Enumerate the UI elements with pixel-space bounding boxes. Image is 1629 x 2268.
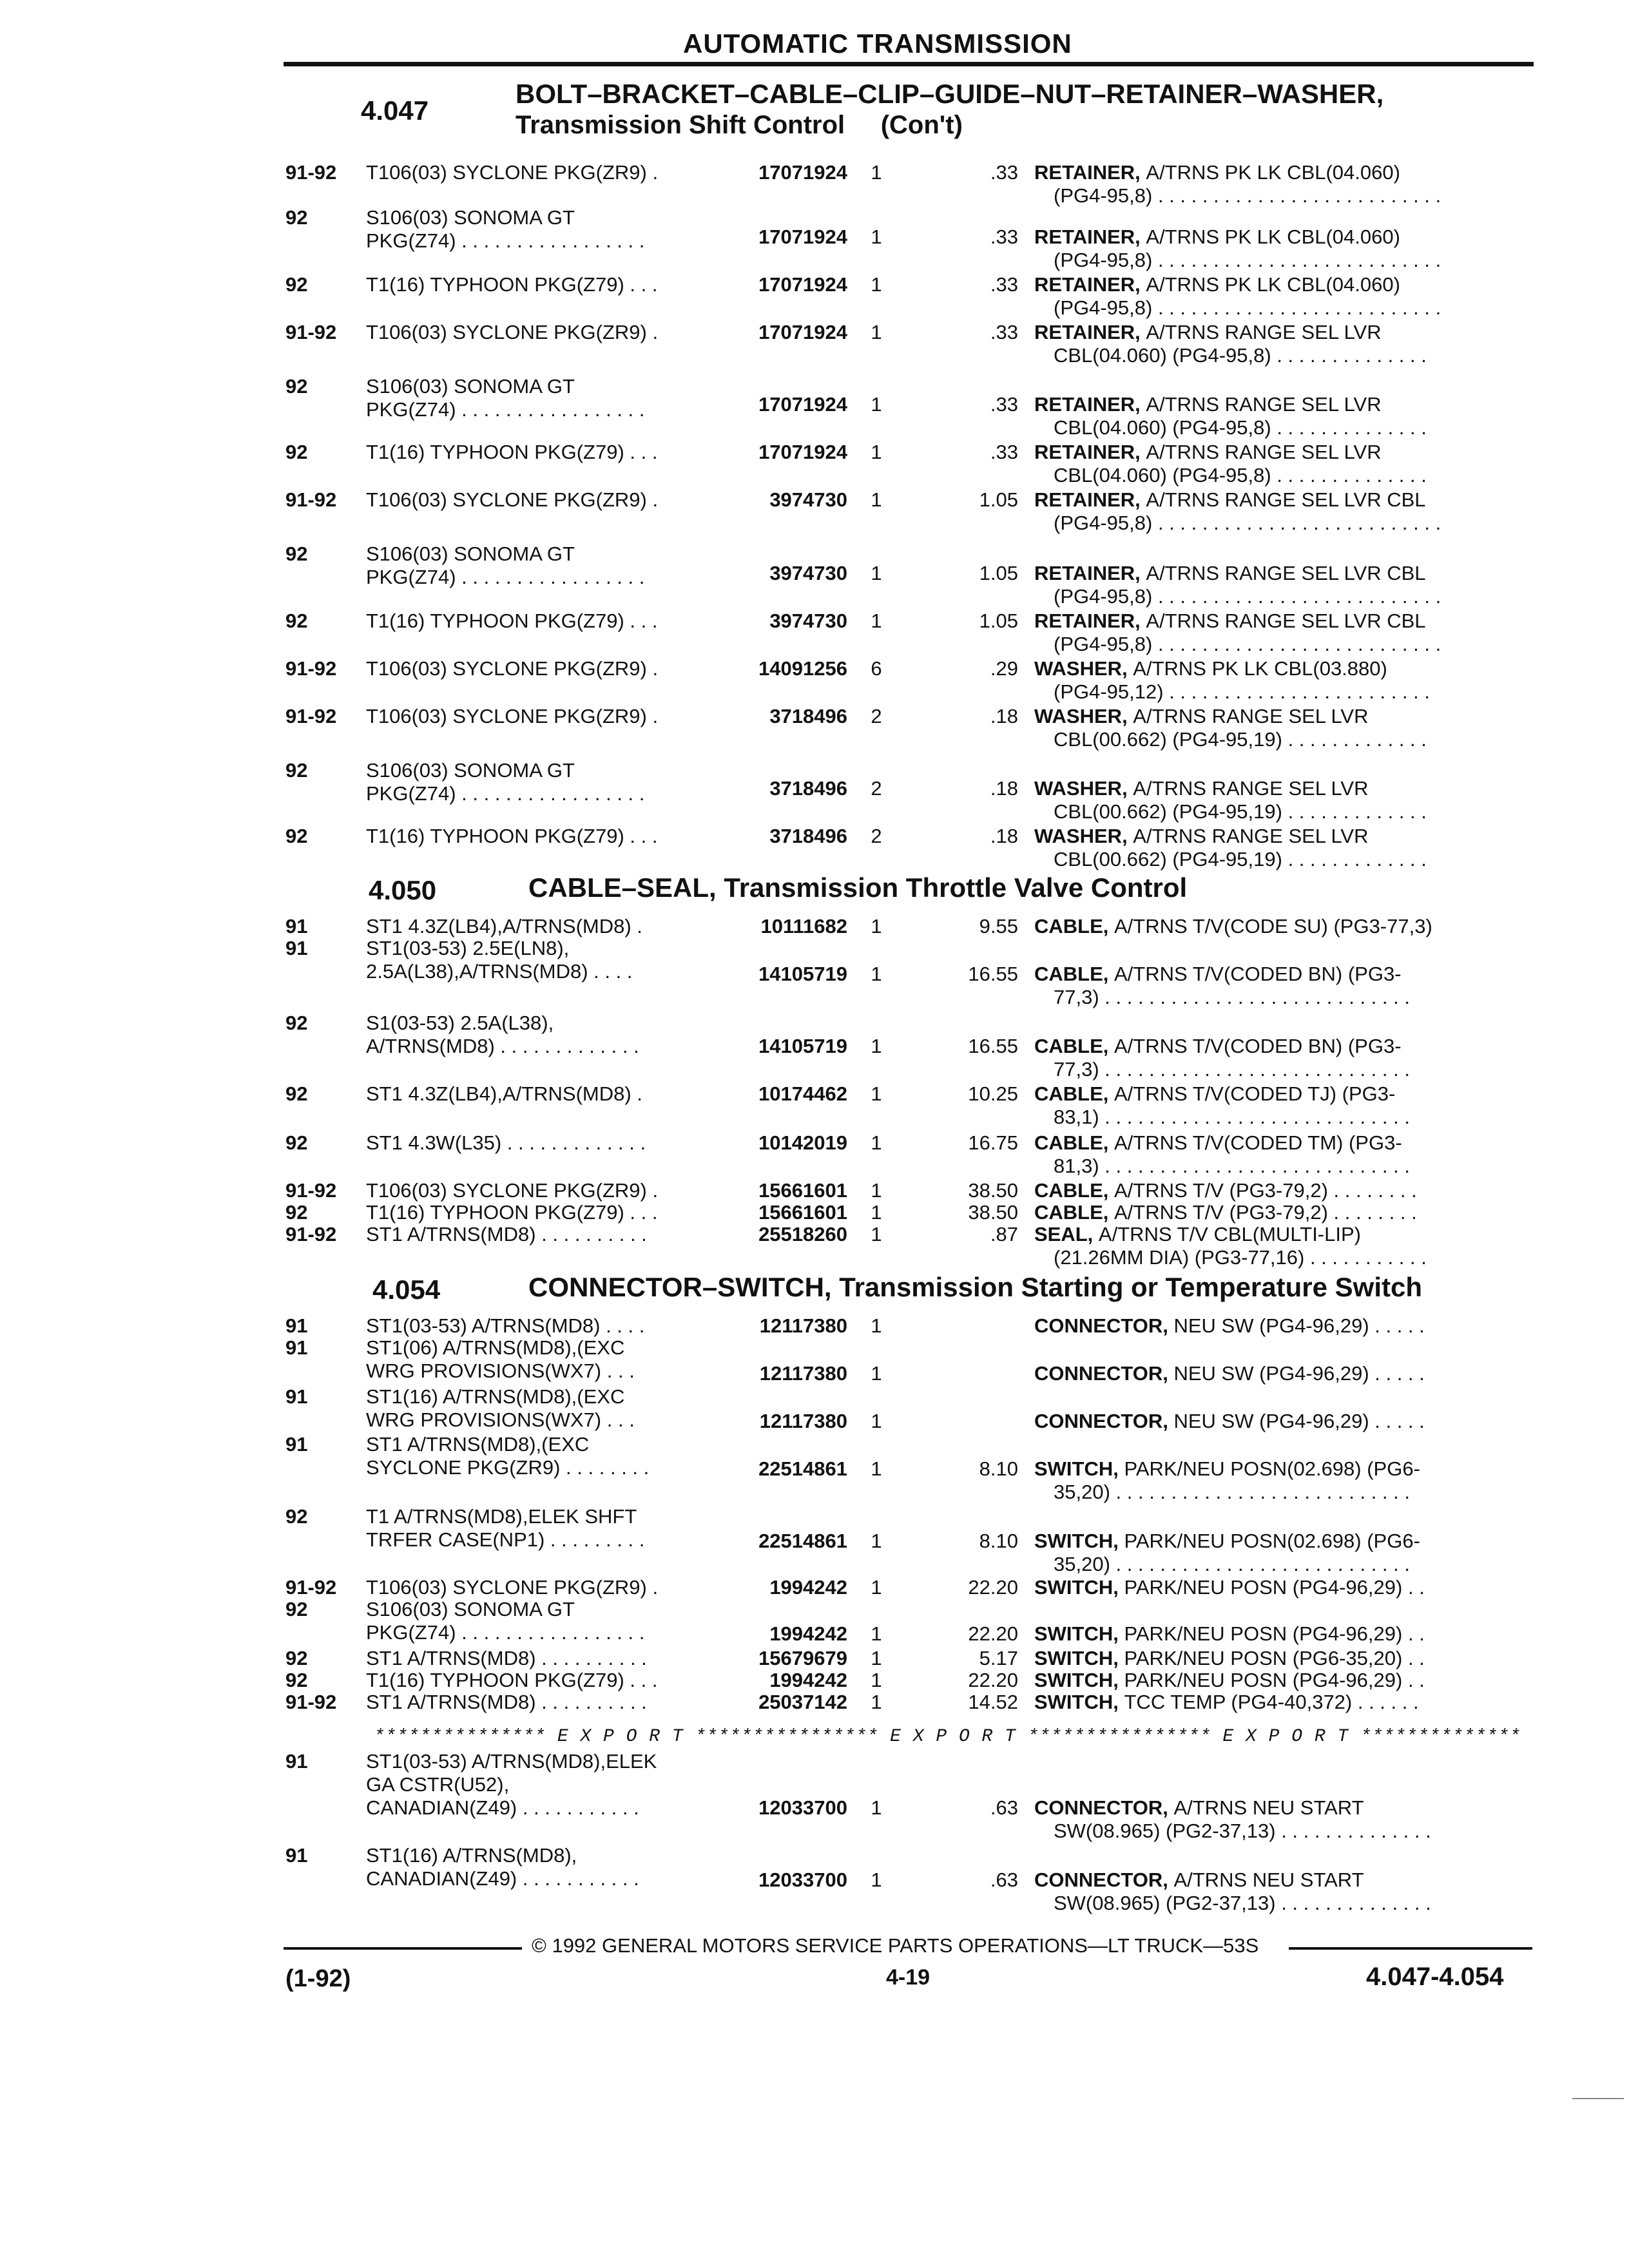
table-row-part-number: 25037142 [758, 1691, 847, 1713]
footer-rule-right [1289, 1947, 1532, 1950]
table-row-year: 91-92 [285, 161, 337, 184]
table-row-description-line: 81,3) . . . . . . . . . . . . . . . . . . . . . . . . . . . . [1054, 1155, 1410, 1177]
table-row-year: 91-92 [285, 321, 337, 343]
table-row-part-number: 10111682 [760, 915, 847, 937]
table-row-description-line: CBL(04.060) (PG4-95,8) . . . . . . . . . . . . . . [1054, 416, 1427, 439]
table-row-price: 8.10 [979, 1457, 1018, 1480]
table-row-description-head: CONNECTOR, [1034, 1362, 1174, 1385]
table-row-description-head: CABLE, [1034, 1082, 1114, 1105]
table-row-description-head: RETAINER, [1034, 562, 1146, 584]
export-divider: *************** E X P O R T **************** E X P O R T **************** E X P O R T ************** [374, 1727, 1521, 1747]
table-row-model-line: SYCLONE PKG(ZR9) . . . . . . . . [366, 1456, 650, 1479]
table-row-year: 92 [285, 1669, 308, 1691]
table-row-model-line: ST1 4.3W(L35) . . . . . . . . . . . . . [366, 1131, 646, 1154]
section-title: CONNECTOR–SWITCH, Transmission Starting or Temperature Switch [528, 1272, 1423, 1302]
table-row-year: 92 [285, 1012, 308, 1034]
table-row-description-line: (PG4-95,8) . . . . . . . . . . . . . . . . . . . . . . . . . . [1054, 296, 1441, 319]
table-row-model-line: PKG(Z74) . . . . . . . . . . . . . . . . . [366, 782, 645, 805]
table-row-part-number: 12117380 [759, 1410, 847, 1432]
table-row-model-line: PKG(Z74) . . . . . . . . . . . . . . . . . [366, 1621, 645, 1644]
table-row-year: 92 [285, 1505, 308, 1528]
export-row-description-line: CONNECTOR, A/TRNS NEU START [1034, 1796, 1364, 1819]
table-row-year: 91 [285, 915, 308, 937]
table-row-quantity: 1 [871, 1082, 882, 1105]
table-row-price: 8.10 [979, 1530, 1018, 1552]
table-row-description-head: WASHER, [1034, 825, 1133, 847]
table-row-description-line: (PG4-95,8) . . . . . . . . . . . . . . . . . . . . . . . . . . [1054, 184, 1441, 207]
table-row-description-line: CONNECTOR, NEU SW (PG4-96,29) . . . . . [1034, 1314, 1425, 1337]
table-row-year: 91 [285, 1314, 308, 1337]
table-row-model-line: PKG(Z74) . . . . . . . . . . . . . . . . . [366, 229, 645, 252]
export-row-model-line: ST1(16) A/TRNS(MD8), [366, 1844, 577, 1867]
table-row-model-line: T1(16) TYPHOON PKG(Z79) . . . [366, 273, 658, 296]
table-row-description-line: CABLE, A/TRNS T/V (PG3-79,2) . . . . . . . . [1034, 1179, 1417, 1202]
table-row-description-head: SWITCH, [1034, 1457, 1124, 1480]
section-title: BOLT–BRACKET–CABLE–CLIP–GUIDE–NUT–RETAINER–WASHER, [516, 79, 1384, 109]
table-row-price: 22.20 [968, 1576, 1018, 1599]
table-row-price: 1.05 [979, 562, 1018, 584]
table-row-description-line: SWITCH, PARK/NEU POSN (PG4-96,29) . . [1034, 1669, 1425, 1691]
table-row-part-number: 3974730 [769, 488, 847, 511]
table-row-price: 16.75 [968, 1131, 1018, 1154]
table-row-quantity: 1 [871, 562, 882, 584]
table-row-price: 22.20 [968, 1669, 1018, 1691]
table-row-part-number: 3718496 [769, 705, 847, 727]
table-row-description-line: WASHER, A/TRNS RANGE SEL LVR [1034, 825, 1369, 847]
table-row-model-line: T106(03) SYCLONE PKG(ZR9) . [366, 1576, 659, 1599]
table-row-description-head: SWITCH, [1034, 1530, 1124, 1552]
table-row-quantity: 1 [871, 1622, 882, 1645]
table-row-description-line: 77,3) . . . . . . . . . . . . . . . . . . . . . . . . . . . . [1054, 1058, 1410, 1081]
table-row-model-line: ST1 4.3Z(LB4),A/TRNS(MD8) . [366, 1082, 642, 1105]
table-row-model-line: ST1 4.3Z(LB4),A/TRNS(MD8) . [366, 915, 642, 937]
table-row-model-line: 2.5A(L38),A/TRNS(MD8) . . . . [366, 960, 633, 983]
table-row-description-head: CONNECTOR, [1034, 1314, 1174, 1337]
table-row-part-number: 3974730 [769, 562, 847, 584]
table-row-description-line: RETAINER, A/TRNS RANGE SEL LVR CBL [1034, 488, 1426, 511]
table-row-model-line: T1(16) TYPHOON PKG(Z79) . . . [366, 1201, 658, 1224]
table-row-description-head: RETAINER, [1034, 393, 1146, 416]
table-row-part-number: 14105719 [758, 963, 847, 985]
table-row-quantity: 1 [871, 226, 882, 248]
table-row-quantity: 1 [871, 963, 882, 985]
table-row-model-line: WRG PROVISIONS(WX7) . . . [366, 1360, 635, 1382]
running-head: AUTOMATIC TRANSMISSION [683, 28, 1072, 59]
table-row-price: 10.25 [968, 1082, 1018, 1105]
table-row-description-line: CBL(04.060) (PG4-95,8) . . . . . . . . . . . . . . [1054, 344, 1427, 367]
table-row-price: .33 [990, 441, 1018, 463]
export-row-description-line: SW(08.965) (PG2-37,13) . . . . . . . . . . . . . . [1054, 1892, 1431, 1914]
table-row-model-line: S106(03) SONOMA GT [366, 1598, 575, 1620]
table-row-quantity: 1 [871, 393, 882, 416]
table-row-quantity: 1 [871, 161, 882, 184]
table-row-model-line: PKG(Z74) . . . . . . . . . . . . . . . . . [366, 398, 645, 421]
table-row-description-line: WASHER, A/TRNS RANGE SEL LVR [1034, 777, 1369, 800]
export-row-price: .63 [990, 1869, 1018, 1891]
table-row-description-line: RETAINER, A/TRNS RANGE SEL LVR [1034, 441, 1382, 463]
table-row-description-head: SWITCH, [1034, 1576, 1124, 1599]
table-row-model-line: TRFER CASE(NP1) . . . . . . . . . [366, 1528, 645, 1551]
export-row-description-line: CONNECTOR, A/TRNS NEU START [1034, 1869, 1364, 1891]
table-row-model-line: T106(03) SYCLONE PKG(ZR9) . [366, 488, 659, 511]
table-row-description-line: CBL(00.662) (PG4-95,19) . . . . . . . . . . . . . [1054, 848, 1427, 870]
table-row-model-line: S106(03) SONOMA GT [366, 206, 575, 229]
export-row-model-line: ST1(03-53) A/TRNS(MD8),ELEK [366, 1750, 657, 1773]
section-number: 4.047 [361, 95, 429, 126]
table-row-description-line: (PG4-95,8) . . . . . . . . . . . . . . . . . . . . . . . . . . [1054, 633, 1441, 655]
table-row-model-line: T106(03) SYCLONE PKG(ZR9) . [366, 321, 659, 343]
export-row-description-head: CONNECTOR, [1034, 1869, 1174, 1891]
table-row-quantity: 2 [871, 825, 882, 847]
table-row-year: 92 [285, 273, 308, 296]
table-row-quantity: 1 [871, 1647, 882, 1669]
table-row-quantity: 1 [871, 1457, 882, 1480]
table-row-price: .33 [990, 273, 1018, 296]
table-row-price: 38.50 [968, 1201, 1018, 1224]
table-row-year: 92 [285, 1598, 308, 1620]
table-row-description-line: CONNECTOR, NEU SW (PG4-96,29) . . . . . [1034, 1362, 1425, 1385]
table-row-price: 5.17 [979, 1647, 1018, 1669]
table-row-year: 91 [285, 1433, 308, 1456]
table-row-model-line: S106(03) SONOMA GT [366, 543, 575, 565]
table-row-model-line: ST1(03-53) A/TRNS(MD8) . . . . [366, 1314, 645, 1337]
table-row-quantity: 1 [871, 273, 882, 296]
table-row-quantity: 1 [871, 610, 882, 632]
footer-rule-left [284, 1947, 522, 1950]
table-row-price: .33 [990, 393, 1018, 416]
table-row-description-line: SWITCH, TCC TEMP (PG4-40,372) . . . . . . [1034, 1691, 1419, 1713]
table-row-part-number: 1994242 [769, 1622, 847, 1645]
table-row-quantity: 1 [871, 1362, 882, 1385]
table-row-description-line: 35,20) . . . . . . . . . . . . . . . . . . . . . . . . . . . [1054, 1553, 1410, 1575]
table-row-model-line: ST1 A/TRNS(MD8),(EXC [366, 1433, 590, 1456]
table-row-year: 91 [285, 1385, 308, 1408]
table-row-description-line: CONNECTOR, NEU SW (PG4-96,29) . . . . . [1034, 1410, 1425, 1432]
export-row-model-line: CANADIAN(Z49) . . . . . . . . . . . [366, 1796, 639, 1819]
table-row-description-head: SWITCH, [1034, 1691, 1124, 1713]
table-row-price: 16.55 [968, 1035, 1018, 1057]
table-row-model-line: ST1 A/TRNS(MD8) . . . . . . . . . . [366, 1223, 647, 1245]
table-row-description-line: CABLE, A/TRNS T/V(CODED TM) (PG3- [1034, 1131, 1402, 1154]
table-row-quantity: 1 [871, 915, 882, 937]
table-row-description-line: (PG4-95,8) . . . . . . . . . . . . . . . . . . . . . . . . . . [1054, 512, 1441, 534]
table-row-description-line: CABLE, A/TRNS T/V (PG3-79,2) . . . . . . . . [1034, 1201, 1417, 1224]
table-row-part-number: 17071924 [758, 226, 847, 248]
table-row-price: 22.20 [968, 1622, 1018, 1645]
table-row-price: .33 [990, 321, 1018, 343]
table-row-description-line: CBL(04.060) (PG4-95,8) . . . . . . . . . . . . . . [1054, 464, 1427, 486]
table-row-year: 92 [285, 759, 308, 782]
footer-copyright: © 1992 GENERAL MOTORS SERVICE PARTS OPERATIONS—LT TRUCK—53S [532, 1934, 1259, 1957]
table-row-part-number: 17071924 [758, 273, 847, 296]
table-row-price: .29 [990, 657, 1018, 680]
export-row-part-number: 12033700 [758, 1869, 847, 1891]
table-row-description-line: CBL(00.662) (PG4-95,19) . . . . . . . . . . . . . [1054, 800, 1427, 823]
table-row-year: 91-92 [285, 657, 337, 680]
table-row-quantity: 1 [871, 1410, 882, 1432]
table-row-description-head: CABLE, [1034, 963, 1114, 985]
table-row-price: 1.05 [979, 610, 1018, 632]
table-row-part-number: 1994242 [769, 1576, 847, 1599]
table-row-quantity: 1 [871, 488, 882, 511]
table-row-year: 92 [285, 825, 308, 847]
export-row-quantity: 1 [871, 1869, 882, 1891]
table-row-price: 16.55 [968, 963, 1018, 985]
table-row-description-line: SWITCH, PARK/NEU POSN (PG4-96,29) . . [1034, 1576, 1425, 1599]
footer-section-range: 4.047-4.054 [1366, 1963, 1504, 1991]
table-row-part-number: 17071924 [758, 161, 847, 184]
table-row-model-line: ST1 A/TRNS(MD8) . . . . . . . . . . [366, 1691, 647, 1713]
table-row-description-line: (PG4-95,12) . . . . . . . . . . . . . . . . . . . . . . . . [1054, 680, 1430, 703]
table-row-quantity: 1 [871, 1669, 882, 1691]
table-row-description-line: WASHER, A/TRNS PK LK CBL(03.880) [1034, 657, 1387, 680]
table-row-description-head: CABLE, [1034, 1201, 1114, 1224]
table-row-part-number: 22514861 [758, 1530, 847, 1552]
table-row-description-line: RETAINER, A/TRNS RANGE SEL LVR CBL [1034, 610, 1426, 632]
table-row-model-line: T1(16) TYPHOON PKG(Z79) . . . [366, 610, 658, 632]
table-row-description-line: RETAINER, A/TRNS PK LK CBL(04.060) [1034, 226, 1400, 248]
table-row-model-line: WRG PROVISIONS(WX7) . . . [366, 1408, 635, 1431]
table-row-model-line: T106(03) SYCLONE PKG(ZR9) . [366, 705, 659, 727]
table-row-part-number: 12117380 [759, 1362, 847, 1385]
table-row-description-line: CABLE, A/TRNS T/V(CODED TJ) (PG3- [1034, 1082, 1396, 1105]
table-row-model-line: T1(16) TYPHOON PKG(Z79) . . . [366, 825, 658, 847]
table-row-description-line: CABLE, A/TRNS T/V(CODED BN) (PG3- [1034, 963, 1402, 985]
table-row-quantity: 2 [871, 777, 882, 800]
table-row-description-head: SWITCH, [1034, 1647, 1124, 1669]
table-row-description-head: RETAINER, [1034, 610, 1146, 632]
table-row-model-line: T106(03) SYCLONE PKG(ZR9) . [366, 657, 659, 680]
table-row-description-head: CABLE, [1034, 1131, 1114, 1154]
table-row-model-line: ST1(03-53) 2.5E(LN8), [366, 937, 570, 959]
table-row-description-head: RETAINER, [1034, 226, 1146, 248]
table-row-description-head: WASHER, [1034, 657, 1133, 680]
export-row-quantity: 1 [871, 1796, 882, 1819]
table-row-price: 14.52 [968, 1691, 1018, 1713]
table-row-description-head: RETAINER, [1034, 321, 1146, 343]
scan-edge-mark [1572, 2098, 1624, 2099]
table-row-part-number: 10174462 [758, 1082, 847, 1105]
table-row-year: 91-92 [285, 705, 337, 727]
footer-page-number: 4-19 [886, 1965, 930, 1990]
table-row-model-line: S1(03-53) 2.5A(L38), [366, 1012, 554, 1034]
table-row-part-number: 14105719 [758, 1035, 847, 1057]
table-row-price: .18 [990, 825, 1018, 847]
table-row-quantity: 1 [871, 1131, 882, 1154]
table-row-year: 91-92 [285, 1179, 337, 1202]
table-row-part-number: 15661601 [758, 1201, 847, 1224]
table-row-price: .18 [990, 705, 1018, 727]
table-row-quantity: 6 [871, 657, 882, 680]
table-row-model-line: ST1(06) A/TRNS(MD8),(EXC [366, 1336, 625, 1359]
table-row-part-number: 14091256 [758, 657, 847, 680]
table-row-quantity: 1 [871, 1530, 882, 1552]
table-row-description-head: CONNECTOR, [1034, 1410, 1174, 1432]
table-row-model-line: T106(03) SYCLONE PKG(ZR9) . [366, 1179, 659, 1202]
table-row-description-line: (21.26MM DIA) (PG3-77,16) . . . . . . . . . . . [1054, 1246, 1427, 1269]
table-row-quantity: 1 [871, 1314, 882, 1337]
table-row-description-head: RETAINER, [1034, 441, 1146, 463]
table-row-description-head: CABLE, [1034, 1035, 1114, 1057]
table-row-year: 91-92 [285, 1576, 337, 1599]
table-row-part-number: 17071924 [758, 441, 847, 463]
table-row-year: 92 [285, 610, 308, 632]
table-row-model-line: A/TRNS(MD8) . . . . . . . . . . . . . [366, 1035, 639, 1057]
table-row-part-number: 15679679 [758, 1647, 847, 1669]
table-row-description-head: SWITCH, [1034, 1669, 1124, 1691]
table-row-description-line: WASHER, A/TRNS RANGE SEL LVR [1034, 705, 1369, 727]
table-row-description-line: RETAINER, A/TRNS PK LK CBL(04.060) [1034, 161, 1400, 184]
table-row-model-line: ST1 A/TRNS(MD8) . . . . . . . . . . [366, 1647, 647, 1669]
table-row-part-number: 10142019 [758, 1131, 847, 1154]
table-row-year: 91 [285, 1336, 308, 1359]
table-row-model-line: S106(03) SONOMA GT [366, 759, 575, 782]
table-row-description-head: WASHER, [1034, 705, 1133, 727]
table-row-year: 92 [285, 1131, 308, 1154]
export-row-description-line: SW(08.965) (PG2-37,13) . . . . . . . . . . . . . . [1054, 1820, 1431, 1842]
table-row-price: 9.55 [979, 915, 1018, 937]
table-row-part-number: 12117380 [759, 1314, 847, 1337]
export-row-price: .63 [990, 1796, 1018, 1819]
table-row-description-line: 77,3) . . . . . . . . . . . . . . . . . . . . . . . . . . . . [1054, 986, 1410, 1008]
table-row-part-number: 17071924 [758, 393, 847, 416]
table-row-description-line: (PG4-95,8) . . . . . . . . . . . . . . . . . . . . . . . . . . [1054, 585, 1441, 608]
table-row-year: 92 [285, 206, 308, 229]
table-row-model-line: ST1(16) A/TRNS(MD8),(EXC [366, 1385, 625, 1408]
table-row-description-head: RETAINER, [1034, 488, 1146, 511]
table-row-description-line: CABLE, A/TRNS T/V(CODE SU) (PG3-77,3) [1034, 915, 1432, 937]
table-row-year: 91-92 [285, 488, 337, 511]
table-row-year: 92 [285, 543, 308, 565]
export-row-part-number: 12033700 [758, 1796, 847, 1819]
table-row-year: 92 [285, 1082, 308, 1105]
table-row-quantity: 1 [871, 441, 882, 463]
table-row-description-line: 35,20) . . . . . . . . . . . . . . . . . . . . . . . . . . . [1054, 1481, 1410, 1503]
table-row-year: 91-92 [285, 1223, 337, 1245]
section-number: 4.054 [372, 1274, 441, 1305]
table-row-model-line: T1(16) TYPHOON PKG(Z79) . . . [366, 1669, 658, 1691]
table-row-description-head: WASHER, [1034, 777, 1133, 800]
table-row-description-head: SWITCH, [1034, 1622, 1124, 1645]
table-row-model-line: S106(03) SONOMA GT [366, 375, 575, 398]
table-row-description-line: RETAINER, A/TRNS RANGE SEL LVR [1034, 393, 1382, 416]
table-row-quantity: 2 [871, 705, 882, 727]
table-row-model-line: PKG(Z74) . . . . . . . . . . . . . . . . . [366, 566, 645, 588]
table-row-price: 1.05 [979, 488, 1018, 511]
table-row-price: .87 [990, 1223, 1018, 1245]
footer-date-code: (1-92) [285, 1965, 351, 1992]
table-row-description-line: RETAINER, A/TRNS RANGE SEL LVR [1034, 321, 1382, 343]
export-row-year: 91 [285, 1750, 308, 1773]
table-row-description-head: SEAL, [1034, 1223, 1099, 1245]
table-row-quantity: 1 [871, 321, 882, 343]
table-row-description-line: CABLE, A/TRNS T/V(CODED BN) (PG3- [1034, 1035, 1402, 1057]
section-subtitle: Transmission Shift Control (Con't) [516, 111, 963, 139]
table-row-price: .18 [990, 777, 1018, 800]
table-row-quantity: 1 [871, 1179, 882, 1202]
table-row-part-number: 3974730 [769, 610, 847, 632]
table-row-part-number: 22514861 [758, 1457, 847, 1480]
table-row-part-number: 15661601 [758, 1179, 847, 1202]
table-row-part-number: 1994242 [769, 1669, 847, 1691]
table-row-year: 91-92 [285, 1691, 337, 1713]
table-row-price: 38.50 [968, 1179, 1018, 1202]
table-row-model-line: T1 A/TRNS(MD8),ELEK SHFT [366, 1505, 637, 1528]
table-row-description-line: SWITCH, PARK/NEU POSN(02.698) (PG6- [1034, 1530, 1420, 1552]
table-row-year: 92 [285, 1647, 308, 1669]
top-rule [284, 62, 1534, 66]
table-row-description-line: 83,1) . . . . . . . . . . . . . . . . . . . . . . . . . . . . [1054, 1106, 1410, 1128]
table-row-quantity: 1 [871, 1576, 882, 1599]
table-row-quantity: 1 [871, 1201, 882, 1224]
table-row-part-number: 25518260 [758, 1223, 847, 1245]
table-row-quantity: 1 [871, 1035, 882, 1057]
export-row-year: 91 [285, 1844, 308, 1867]
table-row-model-line: T106(03) SYCLONE PKG(ZR9) . [366, 161, 659, 184]
table-row-description-line: RETAINER, A/TRNS RANGE SEL LVR CBL [1034, 562, 1426, 584]
table-row-quantity: 1 [871, 1691, 882, 1713]
export-row-model-line: CANADIAN(Z49) . . . . . . . . . . . [366, 1867, 639, 1890]
table-row-description-line: (PG4-95,8) . . . . . . . . . . . . . . . . . . . . . . . . . . [1054, 249, 1441, 271]
table-row-price: .33 [990, 226, 1018, 248]
table-row-quantity: 1 [871, 1223, 882, 1245]
table-row-description-head: RETAINER, [1034, 161, 1146, 184]
table-row-year: 91 [285, 937, 308, 959]
table-row-model-line: T1(16) TYPHOON PKG(Z79) . . . [366, 441, 658, 463]
table-row-price: .33 [990, 161, 1018, 184]
export-row-description-head: CONNECTOR, [1034, 1796, 1174, 1819]
table-row-part-number: 17071924 [758, 321, 847, 343]
section-number: 4.050 [369, 875, 437, 905]
table-row-part-number: 3718496 [769, 825, 847, 847]
table-row-description-line: RETAINER, A/TRNS PK LK CBL(04.060) [1034, 273, 1400, 296]
table-row-year: 92 [285, 441, 308, 463]
table-row-description-line: SWITCH, PARK/NEU POSN (PG6-35,20) . . [1034, 1647, 1425, 1669]
table-row-part-number: 3718496 [769, 777, 847, 800]
table-row-description-line: SWITCH, PARK/NEU POSN (PG4-96,29) . . [1034, 1622, 1425, 1645]
table-row-year: 92 [285, 375, 308, 398]
table-row-description-head: RETAINER, [1034, 273, 1146, 296]
export-row-model-line: GA CSTR(U52), [366, 1773, 510, 1796]
table-row-year: 92 [285, 1201, 308, 1224]
table-row-description-line: CBL(00.662) (PG4-95,19) . . . . . . . . . . . . . [1054, 728, 1427, 751]
table-row-description-head: CABLE, [1034, 1179, 1114, 1202]
table-row-description-line: SWITCH, PARK/NEU POSN(02.698) (PG6- [1034, 1457, 1420, 1480]
table-row-description-head: CABLE, [1034, 915, 1114, 937]
table-row-description-line: SEAL, A/TRNS T/V CBL(MULTI-LIP) [1034, 1223, 1361, 1245]
section-title: CABLE–SEAL, Transmission Throttle Valve Control [528, 872, 1188, 903]
